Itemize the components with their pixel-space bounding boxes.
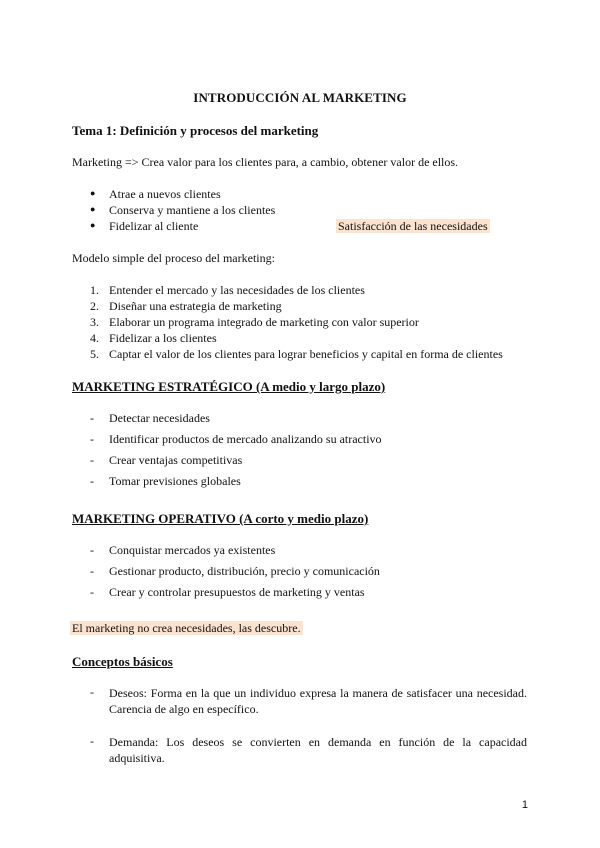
dash-marker: - <box>90 685 94 699</box>
list-item-text: Diseñar una estrategia de marketing <box>109 299 282 313</box>
highlight-statement <box>70 621 303 636</box>
operative-heading: MARKETING OPERATIVO (A corto y medio plazo) <box>72 511 369 526</box>
document-title: INTRODUCCIÓN AL MARKETING <box>193 90 407 105</box>
list-item-text: Gestionar producto, distribución, precio y comunicación <box>109 564 380 578</box>
strategic-heading: MARKETING ESTRATÉGICO (A medio y largo plazo) <box>72 379 386 394</box>
bullet-marker: ● <box>90 204 96 214</box>
list-item-text: Crear ventajas competitivas <box>109 453 243 467</box>
page-number: 1 <box>521 799 528 811</box>
list-item-text: Demanda: Los deseos se convierten en demanda en función de la capacidad adquisitiva. <box>109 735 527 765</box>
list-item-text: Conquistar mercados ya existentes <box>109 543 276 557</box>
highlighted-text: El marketing no crea necesidades, las descubre. <box>72 621 301 635</box>
bullet-marker: ● <box>90 220 96 230</box>
list-item-text: Fidelizar al cliente <box>109 219 199 233</box>
dash-marker: - <box>90 564 94 578</box>
bullet-marker: ● <box>90 188 96 198</box>
marketing-definition: Marketing => Crea valor para los clientes para, a cambio, obtener valor de ellos. <box>72 155 459 169</box>
list-item-text: Captar el valor de los clientes para lograr beneficios y capital en forma de clientes <box>109 347 503 361</box>
highlighted-text: Satisfacción de las necesidades <box>338 219 488 233</box>
list-item-text: Identificar productos de mercado analizando su atractivo <box>109 432 382 446</box>
list-item-text: Fidelizar a los clientes <box>109 331 217 345</box>
list-number: 3. <box>90 315 99 329</box>
list-item-text: Tomar previsiones globales <box>109 474 241 488</box>
list-number: 1. <box>90 283 99 297</box>
list-number: 5. <box>90 347 99 361</box>
list-item-text: Elaborar un programa integrado de marketing con valor superior <box>109 315 419 329</box>
process-intro: Modelo simple del proceso del marketing: <box>72 251 275 265</box>
dash-marker: - <box>90 453 94 467</box>
list-item-text: Crear y controlar presupuestos de marketing y ventas <box>109 585 365 599</box>
dash-marker: - <box>90 585 94 599</box>
list-item-text: Deseos: Forma en la que un individuo expresa la manera de satisfacer una necesidad. Carencia de algo en específico. <box>109 686 527 716</box>
dash-marker: - <box>90 474 94 488</box>
concepts-heading: Conceptos básicos <box>72 654 173 669</box>
list-number: 4. <box>90 331 99 345</box>
dash-marker: - <box>90 543 94 557</box>
list-item-text: Entender el mercado y las necesidades de los clientes <box>109 283 365 297</box>
section-heading-tema1: Tema 1: Definición y procesos del marketing <box>72 123 319 138</box>
list-item-text: Detectar necesidades <box>109 411 210 425</box>
dash-marker: - <box>90 411 94 425</box>
list-item-text: Conserva y mantiene a los clientes <box>109 203 276 217</box>
dash-marker: - <box>90 734 94 748</box>
dash-marker: - <box>90 432 94 446</box>
list-item-text: Atrae a nuevos clientes <box>109 187 221 201</box>
satisfaction-note <box>336 219 490 234</box>
list-number: 2. <box>90 299 99 313</box>
